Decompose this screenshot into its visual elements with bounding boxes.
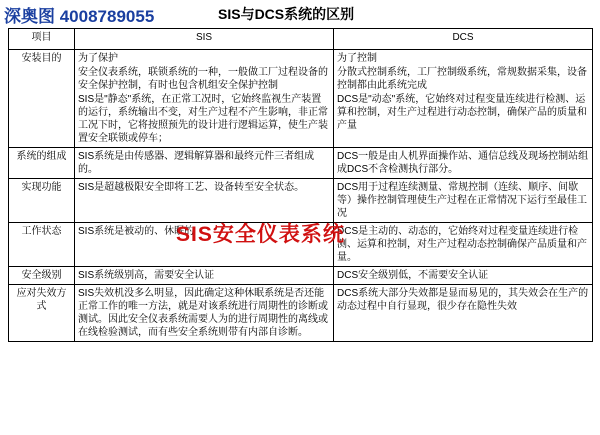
- row-label: 实现功能: [9, 179, 75, 223]
- paragraph: 为了保护: [78, 53, 118, 64]
- document-header: [0, 0, 600, 28]
- column-header-sis: SIS: [75, 29, 334, 50]
- table-row: [9, 148, 593, 179]
- row-label: 系统的组成: [9, 148, 75, 179]
- row-sis-cell: [75, 50, 334, 148]
- paragraph: SIS是"静态"系统，在正常工况时，它始终监视生产装置的运行，系统输出不变，对生产过程不产生影响，非正常工况下时，它将按照预先的设计进行逻辑运算，使生产装置安全联锁或停车；: [78, 94, 328, 144]
- paragraph: 安全仪表系统，联锁系统的一种，一般做工厂过程设备的安全保护控制，有时也包含机组安全保护控制: [78, 67, 328, 91]
- paragraph: DCS一般是由人机界面操作站、通信总线及现场控制站组成DCS不含检测执行部分。: [337, 151, 589, 175]
- row-sis-cell: [75, 285, 334, 342]
- row-sis-cell: [75, 179, 334, 223]
- table-row: [9, 267, 593, 285]
- brand-label: 深奥图 4008789055: [4, 7, 155, 26]
- comparison-table: [8, 28, 593, 342]
- row-label: 安全级别: [9, 267, 75, 285]
- row-dcs-cell: [334, 50, 593, 148]
- table-header-row: [9, 29, 593, 50]
- row-sis-cell: [75, 148, 334, 179]
- paragraph: 为了控制: [337, 53, 377, 64]
- table-row: [9, 223, 593, 267]
- page-title: SIS与DCS系统的区别: [218, 6, 355, 22]
- table-row: [9, 285, 593, 342]
- row-dcs-cell: [334, 267, 593, 285]
- paragraph: DCS用于过程连续测量、常规控制（连续、顺序、间歇等）操作控制管理使生产过程在正常情况下运行至最佳工况: [337, 182, 587, 219]
- row-label: 应对失效方式: [9, 285, 75, 342]
- paragraph: 分散式控制系统，工厂控制级系统，常规数据采集，设备控制都由此系统完成: [337, 67, 587, 91]
- row-sis-cell: [75, 267, 334, 285]
- paragraph: SIS系统是由传感器、逻辑解算器和最终元件三者组成的。: [78, 151, 315, 175]
- row-dcs-cell: [334, 148, 593, 179]
- paragraph: SIS系统是被动的、休眠的: [78, 226, 195, 237]
- row-dcs-cell: [334, 179, 593, 223]
- column-header-item: 项目: [9, 29, 75, 50]
- column-header-dcs: DCS: [334, 29, 593, 50]
- row-dcs-cell: [334, 223, 593, 267]
- paragraph: DCS安全级别低，不需要安全认证: [337, 270, 489, 281]
- table-row: [9, 50, 593, 148]
- row-label: 安装目的: [9, 50, 75, 148]
- paragraph: DCS是"动态"系统，它始终对过程变量连续进行检测、运算和控制，对生产过程进行动态控制，确保产品的质量和产量: [337, 94, 587, 131]
- table-row: [9, 179, 593, 223]
- watermark-text: SIS安全仪表系统: [176, 223, 345, 246]
- paragraph: DCS是主动的、动态的，它始终对过程变量连续进行检测、运算和控制，对生产过程动态控制确保产品质量和产量。: [337, 226, 587, 263]
- paragraph: SIS是超越极限安全即将工艺、设备转至安全状态。: [78, 182, 305, 193]
- paragraph: SIS失效机没多么明显，因此确定这种休眠系统是否还能正常工作的唯一方法，就是对该系统进行周期性的诊断或测试。因此安全仪表系统需要人为的进行周期性的离线或在线检验测试，而有些安全系统则带有内部自诊断。: [78, 288, 328, 338]
- row-dcs-cell: [334, 285, 593, 342]
- row-label: 工作状态: [9, 223, 75, 267]
- paragraph: SIS系统级别高，需要安全认证: [78, 270, 215, 281]
- row-sis-cell: [75, 223, 334, 267]
- paragraph: DCS系统大部分失效都是显而易见的，其失效会在生产的动态过程中自行显现，很少存在隐性失效: [337, 288, 589, 312]
